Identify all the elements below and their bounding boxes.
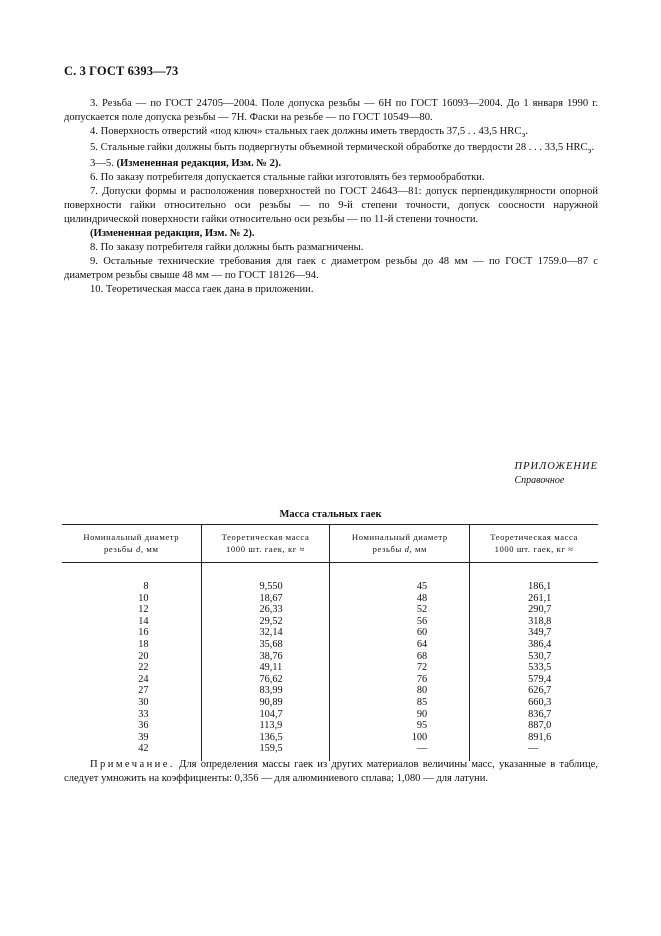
mass-cell: 159,5 xyxy=(259,743,283,755)
mass-cell: 318,8 xyxy=(528,615,552,627)
diameter-cell: 90 xyxy=(416,708,428,720)
appendix-title: ПРИЛОЖЕНИЕ xyxy=(514,461,598,472)
mass-table xyxy=(62,524,598,761)
diameter-cell: 30 xyxy=(138,696,149,708)
diameter-cell: 12 xyxy=(138,604,149,616)
mass-cell: 887,0 xyxy=(528,720,552,732)
diameter-cell: 36 xyxy=(138,720,149,732)
diameter-cell: 16 xyxy=(138,627,149,639)
paragraph-9: 9. Остальные технические требования для гаек с диаметром резьбы до 48 мм — по ГОСТ 1759.0—87 с диаметром резьбы свыше 48 мм — по ГОСТ 18126—94. xyxy=(64,256,598,282)
column-mass-right xyxy=(470,563,598,762)
paragraph-4: 4. Поверхность отверстий «под ключ» стальных гаек должны иметь твердость 37,5 . . 43,5 $HRC_э$. xyxy=(90,126,528,140)
diameter-cell: 85 xyxy=(416,696,428,708)
table-note xyxy=(64,758,598,786)
diameter-cell: 68 xyxy=(416,650,428,662)
diameter-cell: 27 xyxy=(138,685,149,697)
mass-cell: 626,7 xyxy=(528,685,552,697)
mass-cell: 49,11 xyxy=(259,662,283,674)
note-label: Примечание. xyxy=(90,759,175,770)
amendment-note-1: 3—5. (Измененная редакция, Изм. № 2). xyxy=(90,158,282,170)
column-mass-left xyxy=(201,563,330,762)
mass-cell: 76,62 xyxy=(259,673,283,685)
table-body-row xyxy=(62,563,598,762)
diameter-cell: 76 xyxy=(416,673,428,685)
mass-cell: 533,5 xyxy=(528,662,552,674)
mass-cell: 18,67 xyxy=(259,592,283,604)
diameter-cell: 42 xyxy=(138,743,149,755)
requirements-text xyxy=(64,97,598,297)
header-diameter-right: Номинальный диаметр резьбы d, мм xyxy=(330,525,470,563)
diameter-cell: 18 xyxy=(138,638,149,650)
diameter-cell: 72 xyxy=(416,662,428,674)
diameter-cell: 64 xyxy=(416,638,428,650)
diameter-cell: 8 xyxy=(143,581,149,592)
diameter-cell: 20 xyxy=(138,650,149,662)
mass-cell: 35,68 xyxy=(259,638,283,650)
table-title: Масса стальных гаек xyxy=(279,509,382,520)
note-text: Для определения массы гаек из других материалов величины масс, указанные в таблице, следует умножить на коэффициенты: 0,356 — для алюминиевого сплава; 1,080 — для латуни. xyxy=(64,759,598,784)
diameter-cell: 39 xyxy=(138,731,149,743)
paragraph-5: 5. Стальные гайки должны быть подвергнуты объемной термической обработке до твердости 28 . . . 33,5 $HRC_э$. xyxy=(90,142,595,156)
appendix-subtitle: Справочное xyxy=(514,475,565,486)
mass-cell: 26,33 xyxy=(259,604,283,616)
mass-cell: 530,7 xyxy=(528,650,552,662)
diameter-cell: 56 xyxy=(416,615,428,627)
mass-cell: 83,99 xyxy=(259,685,283,697)
mass-cell: 9,550 xyxy=(259,581,283,592)
mass-cell: 104,7 xyxy=(259,708,283,720)
amendment-note-2: (Измененная редакция, Изм. № 2). xyxy=(90,228,255,240)
mass-cell: 261,1 xyxy=(528,592,552,604)
column-diameter-left xyxy=(62,563,201,762)
mass-cell: 660,3 xyxy=(528,696,552,708)
diameter-cell: 24 xyxy=(138,673,149,685)
paragraph-3: 3. Резьба — по ГОСТ 24705—2004. Поле допуска резьбы — 6Н по ГОСТ 16093—2004. До 1 января 1990 г. допускается поле допуска резьбы — 7Н. Фаски на резьбе — по ГОСТ 10549—80. xyxy=(64,98,598,123)
mass-cell: 891,6 xyxy=(528,731,552,743)
mass-cell: 836,7 xyxy=(528,708,552,720)
diameter-cell: 45 xyxy=(416,581,428,592)
diameter-cell: — xyxy=(416,743,428,755)
mass-cell: 186,1 xyxy=(528,581,552,592)
mass-cell: 29,52 xyxy=(259,615,283,627)
page-header: С. 3 ГОСТ 6393—73 xyxy=(64,64,179,78)
diameter-cell: 33 xyxy=(138,708,149,720)
diameter-cell: 52 xyxy=(416,604,428,616)
header-diameter-left: Номинальный диаметр резьбы d, мм xyxy=(62,525,201,563)
table-header-row xyxy=(62,525,598,563)
column-diameter-right xyxy=(330,563,470,762)
mass-cell: — xyxy=(528,743,539,755)
paragraph-8: 8. По заказу потребителя гайки должны быть размагничены. xyxy=(90,242,364,254)
diameter-cell: 22 xyxy=(138,662,149,674)
mass-cell: 136,5 xyxy=(259,731,283,743)
diameter-cell: 10 xyxy=(138,592,149,604)
mass-cell: 579,4 xyxy=(528,673,552,685)
paragraph-10: 10. Теоретическая масса гаек дана в приложении. xyxy=(90,284,314,296)
diameter-cell: 60 xyxy=(416,627,428,639)
mass-cell: 349,7 xyxy=(528,627,552,639)
appendix-label xyxy=(515,460,599,488)
diameter-cell: 95 xyxy=(416,720,428,732)
paragraph-6: 6. По заказу потребителя допускается стальные гайки изготовлять без термообработки. xyxy=(90,172,485,184)
header-mass-left: Теоретическая масса 1000 шт. гаек, кг ≈ xyxy=(201,525,330,563)
mass-cell: 38,76 xyxy=(259,650,283,662)
mass-cell: 32,14 xyxy=(259,627,283,639)
header-mass-right: Теоретическая масса 1000 шт. гаек, кг ≈ xyxy=(470,525,598,563)
mass-cell: 290,7 xyxy=(528,604,552,616)
diameter-cell: 100 xyxy=(411,731,428,743)
mass-cell: 113,9 xyxy=(259,720,283,732)
diameter-cell: 48 xyxy=(416,592,428,604)
mass-cell: 386,4 xyxy=(528,638,552,650)
paragraph-7: 7. Допуски формы и расположения поверхностей по ГОСТ 24643—81: допуск перпендикулярности опорной поверхности гайки относительно оси резьбы — по 9-й степени точности, допуск соосности наружной цилиндрической поверхности гайки относительно оси резьбы — по 11-й степени точности. xyxy=(64,186,598,226)
diameter-cell: 80 xyxy=(416,685,428,697)
diameter-cell: 14 xyxy=(138,615,149,627)
mass-cell: 90,89 xyxy=(259,696,283,708)
